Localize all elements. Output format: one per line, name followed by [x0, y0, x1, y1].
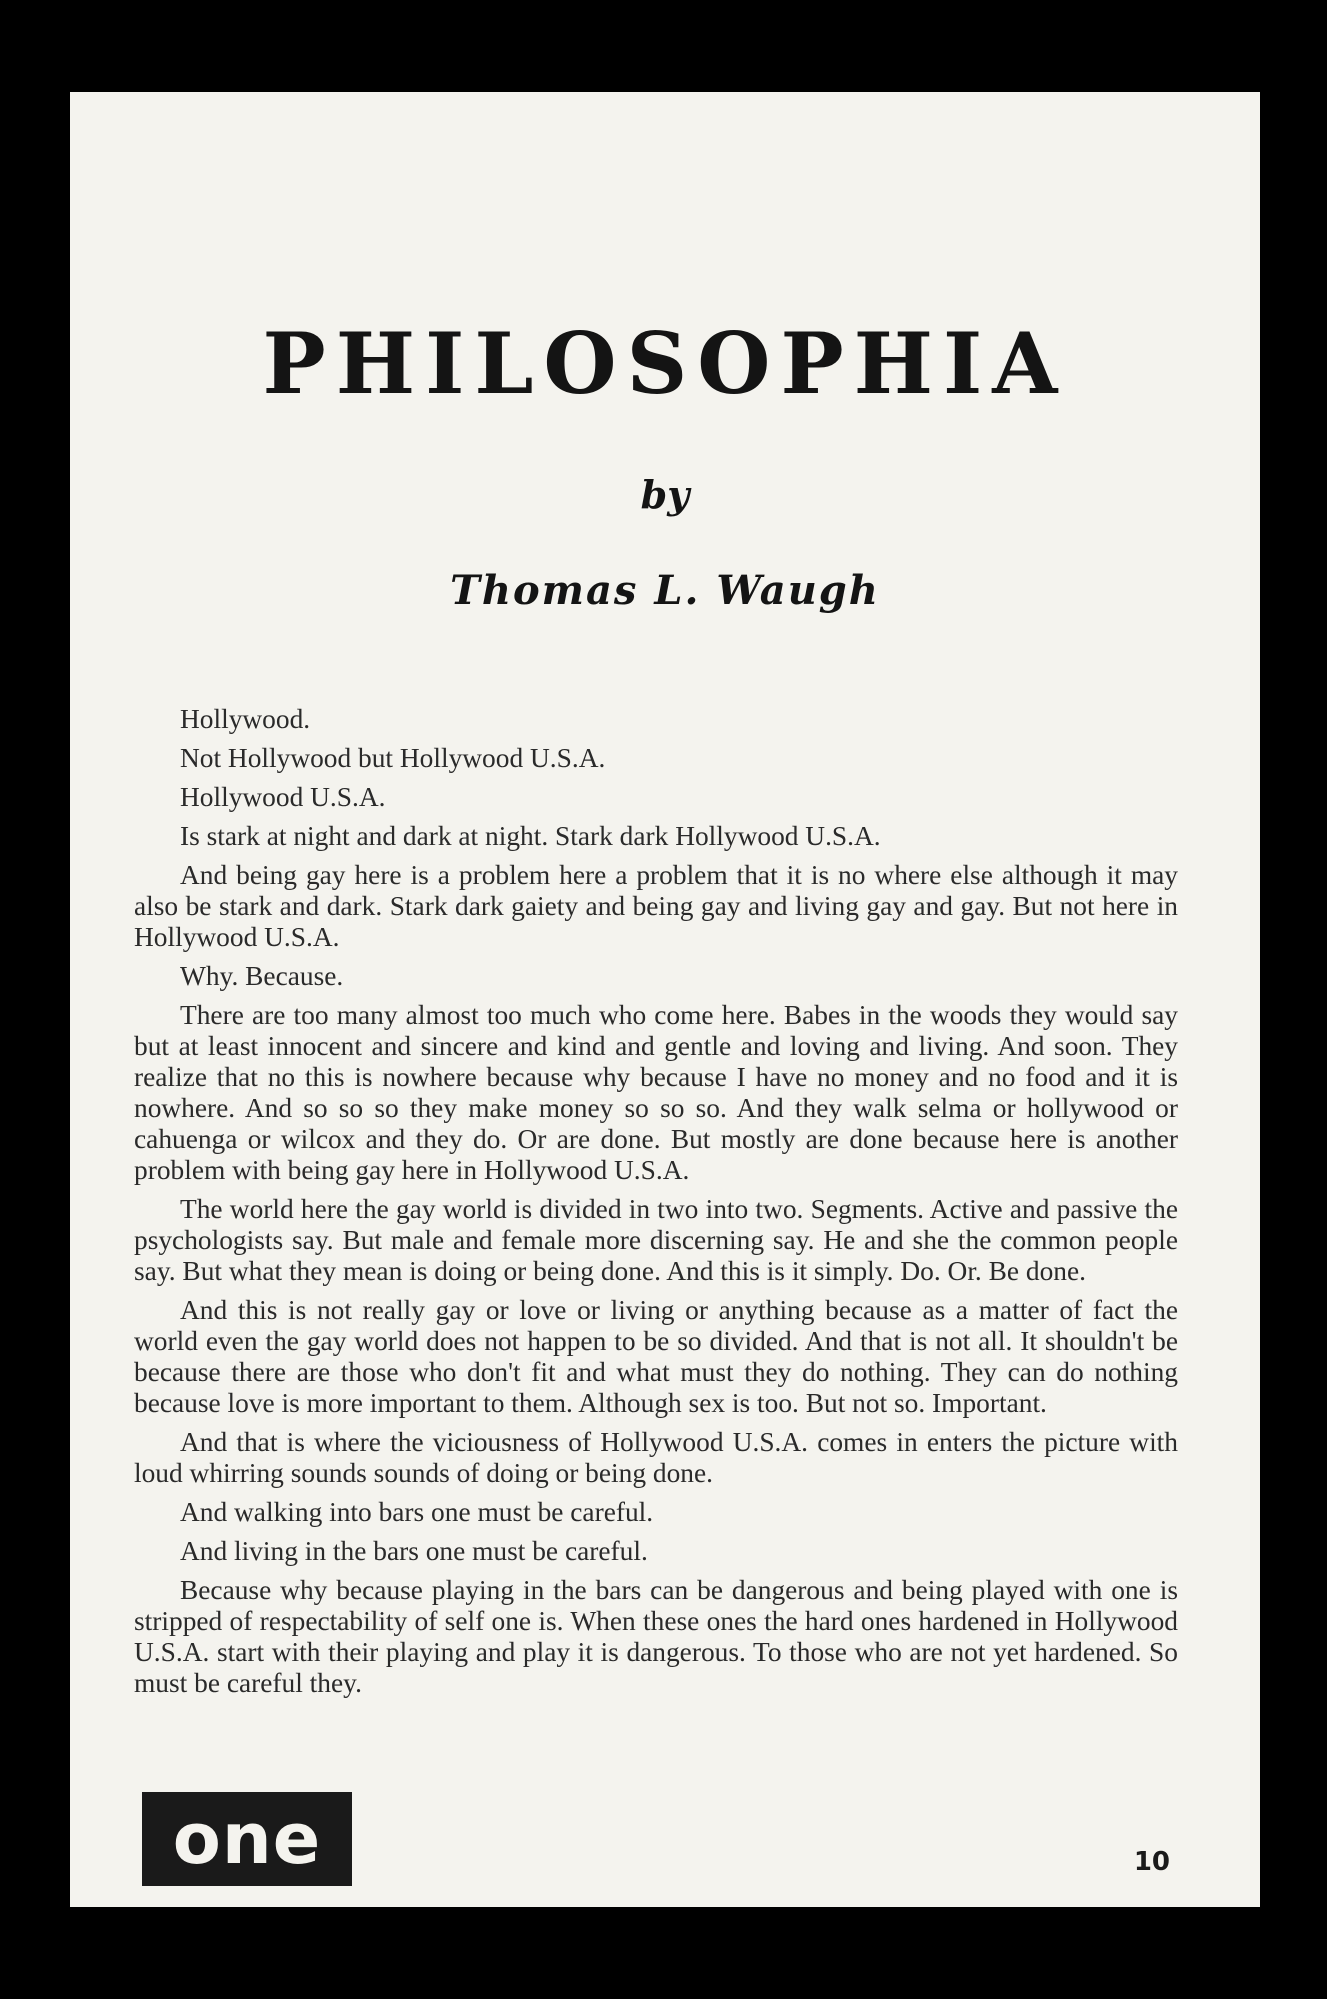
paragraph: And that is where the viciousness of Hollywood U.S.A. comes in enters the picture with loud whirring sounds sounds of doing or being done.: [134, 1427, 1178, 1488]
paragraph: And walking into bars one must be careful.: [180, 1497, 654, 1527]
magazine-page: [70, 92, 1260, 1907]
paragraph: Hollywood U.S.A.: [180, 782, 386, 812]
paragraph: Not Hollywood but Hollywood U.S.A.: [180, 743, 606, 773]
article-body: [134, 704, 1178, 1707]
paragraph: And this is not really gay or love or living or anything because as a matter of fact the world even the gay world does not happen to be so divided. And that is not all. It shouldn't be because there are those who don't fit and what must they do nothing. They can do nothing because love is more important to them. Although sex is too. But not so. Important.: [134, 1295, 1178, 1418]
paragraph: Why. Because.: [180, 961, 344, 991]
paragraph: And being gay here is a problem here a problem that it is no where else although it may also be stark and dark. Stark dark gaiety and being gay and living gay and gay. But not here in Hollywood U.S.A.: [134, 860, 1178, 952]
author-name: Thomas L. Waugh: [450, 567, 880, 614]
paragraph: There are too many almost too much who come here. Babes in the woods they would say but at least innocent and sincere and kind and gentle and loving and living. And soon. They realize that no this is nowhere because why because I have no money and no food and it is nowhere. And so so so they make money so so so. And they walk selma or hollywood or cahuenga or wilcox and they do. Or are done. But mostly are done because here is another problem with being gay here in Hollywood U.S.A.: [134, 1000, 1178, 1185]
paragraph: And living in the bars one must be careful.: [180, 1536, 648, 1566]
paragraph: Hollywood.: [180, 704, 311, 734]
page-number: 10: [1133, 1847, 1170, 1877]
paragraph: Because why because playing in the bars can be dangerous and being played with one is stripped of respectability of self one is. When these ones the hard ones hardened in Hollywood U.S.A. start with their playing and play it is dangerous. To those who are not yet hardened. So must be careful they.: [134, 1575, 1178, 1698]
magazine-logo: one: [142, 1792, 352, 1886]
paragraph: Is stark at night and dark at night. Stark dark Hollywood U.S.A.: [180, 821, 881, 851]
paragraph: The world here the gay world is divided in two into two. Segments. Active and passive the psychologists say. But male and female more discerning say. He and she the common people say. But what they mean is doing or being done. And this is it simply. Do. Or. Be done.: [134, 1194, 1178, 1286]
byline-by: by: [640, 472, 690, 517]
article-title: PHILOSOPHIA: [262, 314, 1068, 413]
